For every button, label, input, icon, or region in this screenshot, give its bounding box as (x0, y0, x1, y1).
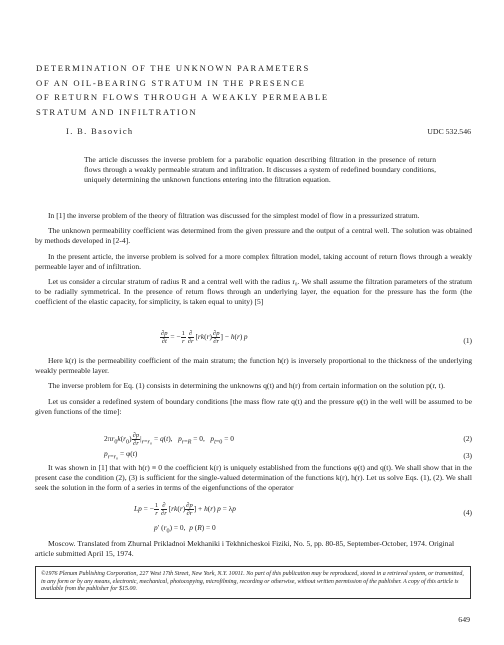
page-number: 649 (458, 615, 470, 624)
copyright-box: ©1976 Plenum Publishing Corporation, 227 West 17th Street, New York, N.Y. 10011. No part of this publication may be reproduced, stored in a retrieval system, or transmitted, in any form or by any means, electronic, mechanical, photocopying, microfilming, recording or otherwise, without written permission of the publisher. A copy of this article is available from the publisher for $15.00. (35, 566, 471, 599)
equation-number: (1) (463, 336, 472, 345)
title-line: STRATUM AND INFILTRATION (36, 106, 198, 117)
equation-1: $\frac{\partial p}{\partial t}$ = − $\frac{1}{r}$ $\frac{\partial}{\partial r}$ [rk(r) $\frac{\partial p}{\partial r}$ ] − h(r) p (161, 330, 248, 345)
paragraph: Let us consider a circular stratum of radius R and a central well with the radius r₀. We shall assume the filtration parameters of the stratum to be radially symmetrical. In the presence of return flows through an underlying layer, the equation for the pressure has the form (the coefficient of the elastic capacity, for simplicity, is taken equal to unity) [5] (35, 277, 472, 307)
equation-4-boundary: p′ $(r_0) = 0$, p (R) = 0 (154, 523, 216, 535)
paragraph: In the present article, the inverse problem is solved for a more complex filtration model, taking account of return flows through a weakly permeable layer and of infiltration. (35, 251, 472, 271)
body-block-2 (35, 356, 472, 417)
paragraph: Here k(r) is the permeability coefficient of the main stratum; the function h(r) is inversely proportional to the thickness of the underlying weakly permeable layer. (35, 356, 472, 376)
equation-number: (3) (463, 451, 472, 460)
author: I. B. Basovich (66, 127, 134, 136)
paragraph: The inverse problem for Eq. (1) consists in determining the unknowns q(t) and h(r) from certain information on the solution p(r, t). (48, 381, 446, 391)
equation-number: (4) (463, 508, 472, 517)
title-line: DETERMINATION OF THE UNKNOWN PARAMETERS (36, 63, 310, 73)
title-line: OF AN OIL-BEARING STRATUM IN THE PRESENCE (36, 77, 306, 88)
paragraph: It was shown in [1] that with h(r) ≡ 0 the coefficient k(r) is uniquely established from the functions φ(t) and q(t). We shall show that in the present case the condition (2), (3) is sufficient for the single-valued determination of the functions k(r), h(r). Let us solve Eqs. (1), (2). We shall seek the solution in the form of a series in terms of the eigenfunctions of the operator (35, 463, 472, 493)
paragraph: The unknown permeability coefficient was determined from the given pressure and the output of a central well. The solution was obtained by methods developed in [2-4]. (35, 226, 472, 246)
body-block-3 (35, 463, 472, 494)
paragraph: In [1] the inverse problem of the theory of filtration was discussed for the simplest model of flow in a pressurized stratum. (48, 211, 420, 220)
equation-3: $p_{r=r_0} = \varphi(t)$ (104, 449, 138, 461)
body-block-1 (35, 211, 472, 308)
paper-title (36, 61, 466, 119)
udc-code: UDC 532.546 (427, 127, 471, 136)
abstract: The article discusses the inverse problem for a parabolic equation describing filtration in the presence of return flows through a weakly permeable stratum and infiltration. It discusses a system of redefined boundary conditions, uniquely determining the unknown functions entering into the filtration equation. (84, 155, 436, 185)
title-line: OF RETURN FLOWS THROUGH A WEAKLY PERMEABLE (36, 92, 329, 103)
equation-2: $2\pi r_0k(r_0)$ $\frac{\partial p}{\partial r}$ $|_{r=r_0} = q(t)$, $p_{r=R} = 0$, $p_{t=0} = 0$ (104, 432, 234, 447)
equation-4: Lp = − $\frac{1}{r}$ $\frac{\partial}{\partial r}$ [rk(r) $\frac{\partial p}{\partial r}$ ] + h(r) p = λp (134, 502, 236, 517)
equation-number: (2) (463, 434, 472, 443)
footnote: Moscow. Translated from Zhurnal Prikladnoi Mekhaniki i Tekhnicheskoi Fiziki, No. 5, pp. 80-85, September-October, 1974. Original article submitted April 15, 1974. (35, 539, 455, 559)
paragraph: Let us consider a redefined system of boundary conditions [the mass flow rate q(t) and the pressure φ(t) in the well will be assumed to be given functions of the time]: (35, 396, 472, 416)
